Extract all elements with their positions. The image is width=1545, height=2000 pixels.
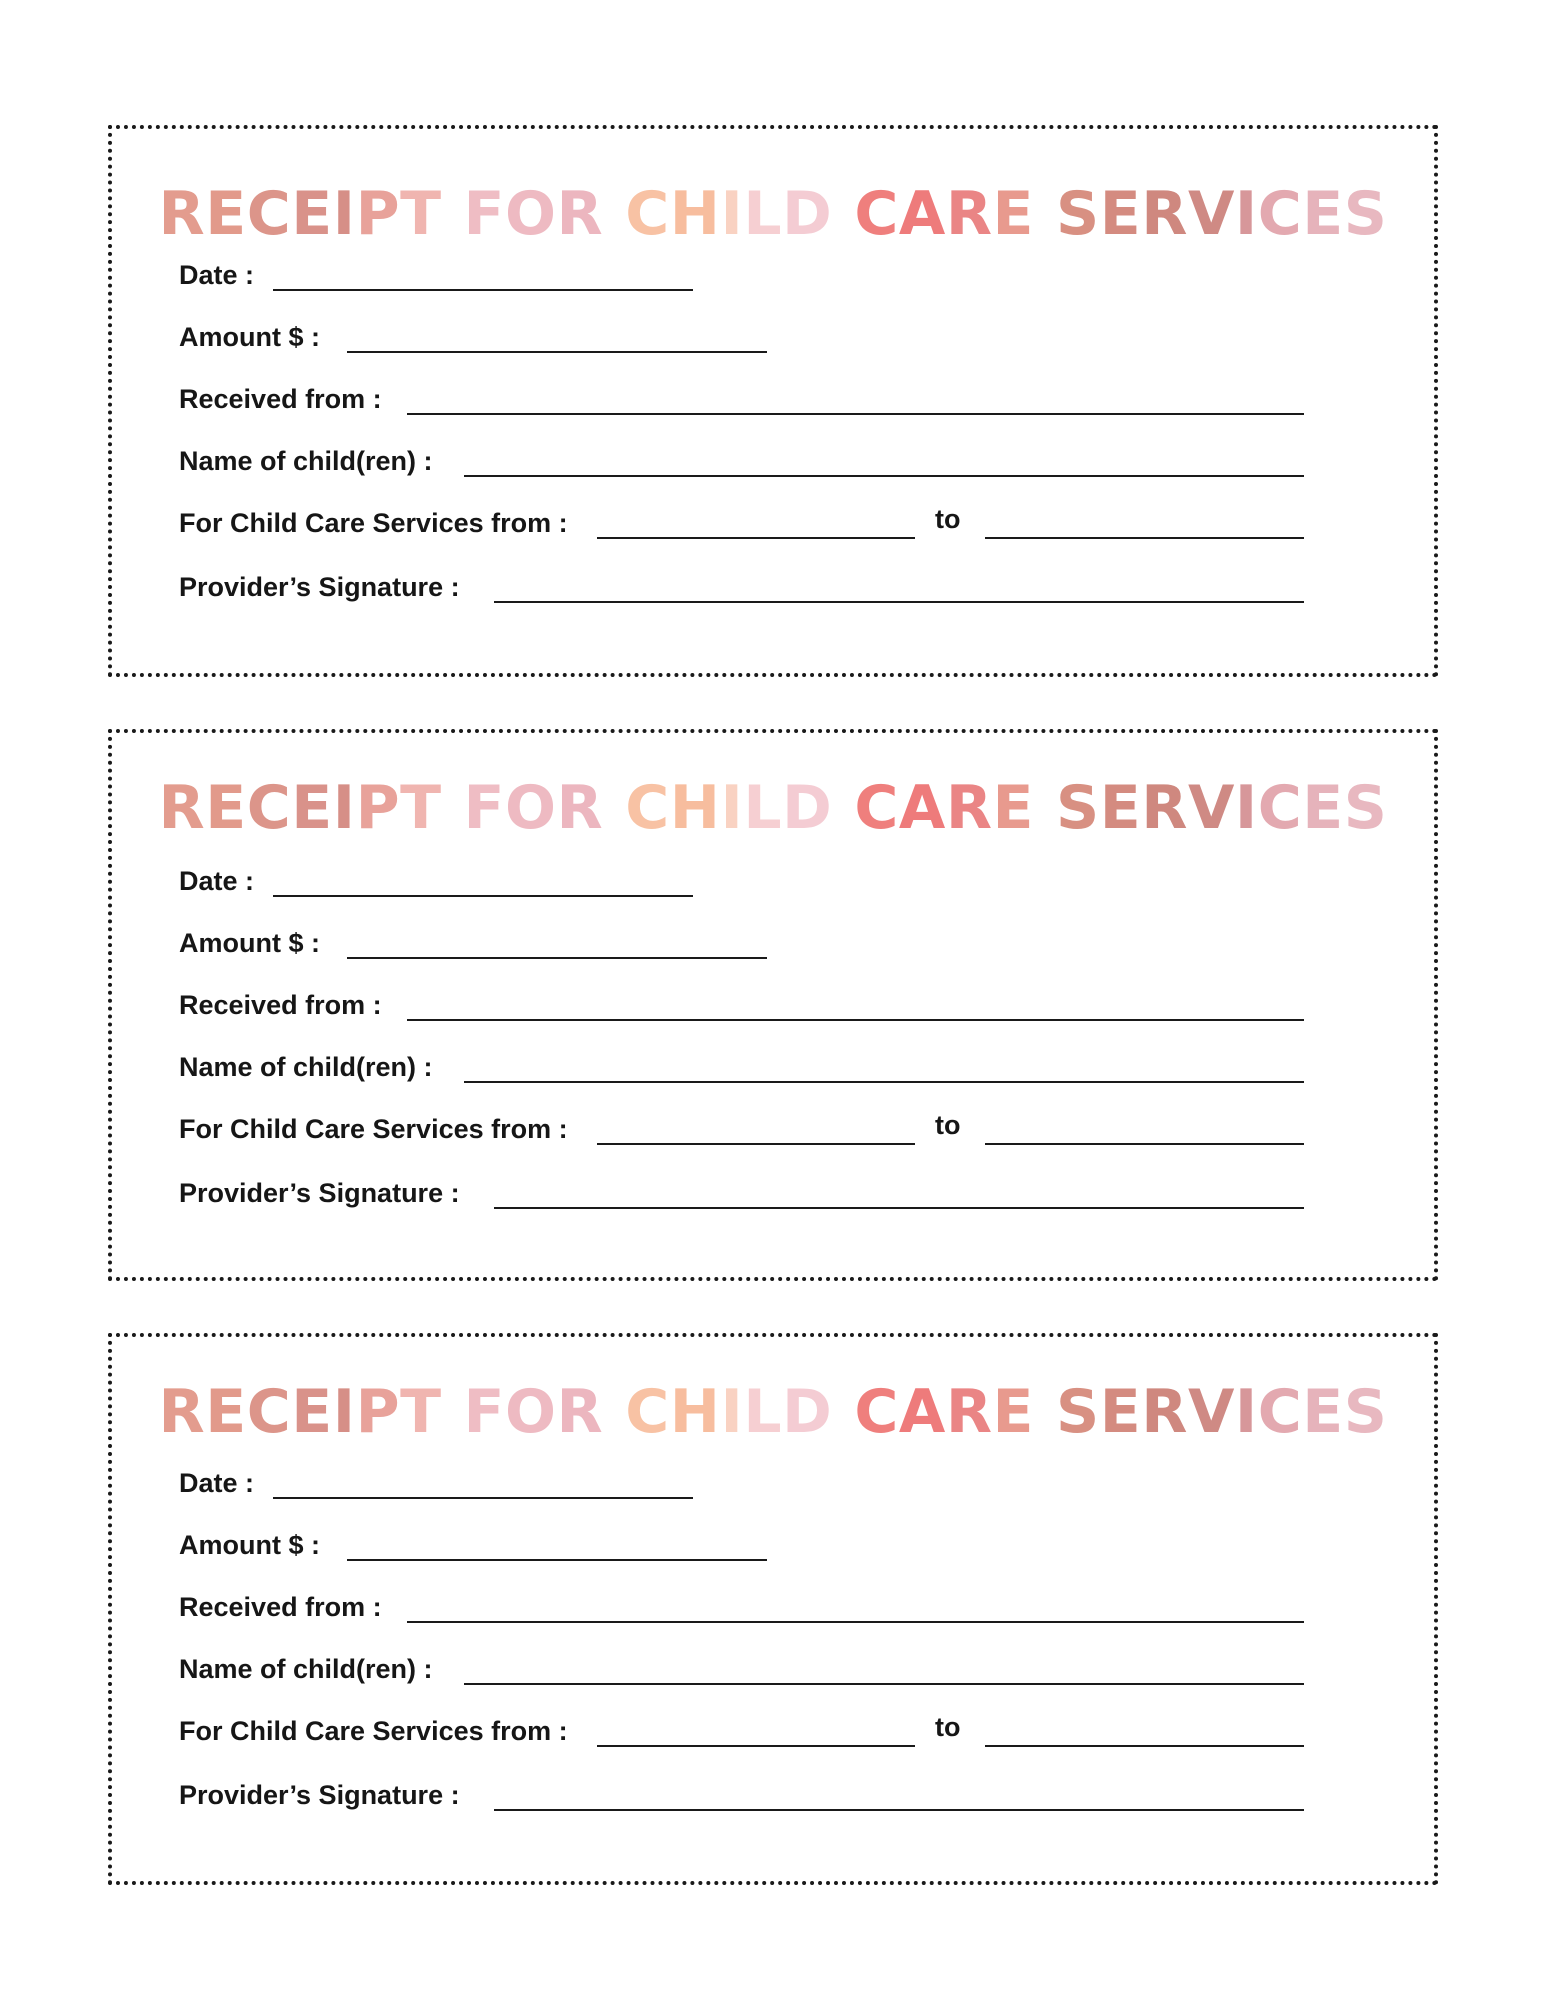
children-row xyxy=(179,1651,1379,1691)
date-row xyxy=(179,863,1379,903)
title-letter: E xyxy=(1302,179,1344,249)
title-letter: E xyxy=(1302,773,1344,843)
title-letter: C xyxy=(1257,179,1303,249)
title-word xyxy=(159,1377,442,1447)
signature-field[interactable] xyxy=(494,1809,1304,1811)
services-to-field[interactable] xyxy=(985,1745,1304,1747)
amount-field[interactable] xyxy=(347,957,767,959)
amount-row xyxy=(179,319,1379,359)
title-letter: H xyxy=(669,773,721,843)
title-letter: T xyxy=(400,773,442,843)
title-letter: D xyxy=(782,1377,833,1447)
services-to-field[interactable] xyxy=(985,1143,1304,1145)
services-from-field[interactable] xyxy=(597,1143,915,1145)
title-letter: C xyxy=(246,1377,292,1447)
title-letter: S xyxy=(1343,773,1388,843)
receipt-card xyxy=(108,1333,1438,1885)
title-letter: E xyxy=(1099,773,1142,843)
services-to-label: to xyxy=(935,1110,961,1140)
title-letter: E xyxy=(1099,1377,1142,1447)
title-letter: F xyxy=(463,179,505,249)
title-letter: P xyxy=(355,1377,401,1447)
title-letter: S xyxy=(1056,1377,1100,1447)
signature-row xyxy=(179,569,1379,609)
receipt-card xyxy=(108,729,1438,1281)
title-letter: E xyxy=(291,1377,333,1447)
signature-field[interactable] xyxy=(494,601,1304,603)
services-period-row xyxy=(179,1111,1379,1151)
title-letter: I xyxy=(332,179,356,249)
title-letter: I xyxy=(720,179,744,249)
title-letter: A xyxy=(898,1377,946,1447)
title-letter: C xyxy=(854,773,899,843)
signature-label: Provider’s Signature : xyxy=(179,1178,460,1208)
title-letter: E xyxy=(205,773,247,843)
signature-field[interactable] xyxy=(494,1207,1304,1209)
received-from-label: Received from : xyxy=(179,990,382,1020)
services-from-field[interactable] xyxy=(597,537,915,539)
signature-label: Provider’s Signature : xyxy=(179,1780,460,1810)
amount-field[interactable] xyxy=(347,1559,767,1561)
children-field[interactable] xyxy=(464,1081,1304,1083)
title-letter: I xyxy=(720,1377,744,1447)
title-letter: R xyxy=(1141,1377,1188,1447)
receipt-title xyxy=(112,1377,1434,1447)
date-label: Date : xyxy=(179,1468,255,1498)
services-to-field[interactable] xyxy=(985,537,1304,539)
title-letter: H xyxy=(669,1377,721,1447)
date-field[interactable] xyxy=(273,289,693,291)
title-word xyxy=(464,1377,604,1447)
title-letter: I xyxy=(332,1377,356,1447)
amount-label: Amount $ : xyxy=(179,1530,320,1560)
title-letter: C xyxy=(625,1377,670,1447)
received-from-label: Received from : xyxy=(179,384,382,414)
date-field[interactable] xyxy=(273,1497,693,1499)
received-from-field[interactable] xyxy=(407,1019,1304,1021)
title-letter: F xyxy=(463,1377,505,1447)
title-letter: L xyxy=(743,773,783,843)
title-letter: C xyxy=(854,179,899,249)
title-letter: R xyxy=(158,179,206,249)
title-letter: C xyxy=(854,1377,899,1447)
children-row xyxy=(179,1049,1379,1089)
date-field[interactable] xyxy=(273,895,693,897)
title-letter: R xyxy=(945,1377,993,1447)
received-from-row xyxy=(179,1589,1379,1629)
amount-field[interactable] xyxy=(347,351,767,353)
title-letter: E xyxy=(205,179,247,249)
title-word xyxy=(464,179,604,249)
title-letter: E xyxy=(992,773,1035,843)
title-letter: S xyxy=(1056,773,1100,843)
title-letter: O xyxy=(505,1377,557,1447)
title-word xyxy=(625,179,832,249)
services-period-row xyxy=(179,505,1379,545)
title-letter: F xyxy=(463,773,505,843)
title-letter: V xyxy=(1187,773,1235,843)
title-letter: E xyxy=(992,1377,1035,1447)
received-from-field[interactable] xyxy=(407,1621,1304,1623)
date-label: Date : xyxy=(179,866,255,896)
signature-label: Provider’s Signature : xyxy=(179,572,460,602)
amount-row xyxy=(179,925,1379,965)
title-letter: S xyxy=(1343,179,1388,249)
services-to-label: to xyxy=(935,1712,961,1742)
title-word xyxy=(625,1377,832,1447)
title-letter: C xyxy=(246,773,292,843)
title-letter: A xyxy=(898,773,946,843)
date-row xyxy=(179,1465,1379,1505)
amount-row xyxy=(179,1527,1379,1567)
services-from-label: For Child Care Services from : xyxy=(179,508,568,538)
title-letter: H xyxy=(669,179,721,249)
title-letter: E xyxy=(1099,179,1142,249)
receipt-title xyxy=(112,773,1434,843)
title-letter: E xyxy=(1302,1377,1344,1447)
receipt-title xyxy=(112,179,1434,249)
title-letter: C xyxy=(1257,773,1303,843)
title-letter: R xyxy=(945,773,993,843)
signature-row xyxy=(179,1777,1379,1817)
title-letter: I xyxy=(332,773,356,843)
title-letter: L xyxy=(743,1377,783,1447)
title-letter: I xyxy=(720,773,744,843)
date-label: Date : xyxy=(179,260,255,290)
title-word xyxy=(854,179,1034,249)
title-word xyxy=(1056,179,1387,249)
children-label: Name of child(ren) : xyxy=(179,1654,433,1684)
title-word xyxy=(625,773,832,843)
title-word xyxy=(1056,1377,1387,1447)
services-from-label: For Child Care Services from : xyxy=(179,1114,568,1144)
received-from-row xyxy=(179,987,1379,1027)
title-letter: C xyxy=(1257,1377,1303,1447)
signature-row xyxy=(179,1175,1379,1215)
title-word xyxy=(464,773,604,843)
title-letter: R xyxy=(556,179,604,249)
title-letter: S xyxy=(1343,1377,1388,1447)
title-letter: L xyxy=(743,179,783,249)
amount-label: Amount $ : xyxy=(179,928,320,958)
title-word xyxy=(159,179,442,249)
title-letter: T xyxy=(400,1377,442,1447)
title-letter: V xyxy=(1187,179,1235,249)
title-word xyxy=(1056,773,1387,843)
title-letter: P xyxy=(355,773,401,843)
received-from-label: Received from : xyxy=(179,1592,382,1622)
title-letter: E xyxy=(992,179,1035,249)
title-letter: V xyxy=(1187,1377,1235,1447)
date-row xyxy=(179,257,1379,297)
title-letter: R xyxy=(158,773,206,843)
title-letter: P xyxy=(355,179,401,249)
title-letter: I xyxy=(1234,773,1258,843)
services-from-field[interactable] xyxy=(597,1745,915,1747)
title-letter: R xyxy=(556,1377,604,1447)
title-letter: D xyxy=(782,773,833,843)
title-letter: C xyxy=(246,179,292,249)
title-letter: S xyxy=(1056,179,1100,249)
title-word xyxy=(854,773,1034,843)
title-letter: R xyxy=(556,773,604,843)
title-letter: E xyxy=(291,179,333,249)
services-period-row xyxy=(179,1713,1379,1753)
title-letter: C xyxy=(625,179,670,249)
title-letter: I xyxy=(1234,1377,1258,1447)
title-letter: O xyxy=(505,773,557,843)
title-letter: D xyxy=(782,179,833,249)
title-letter: O xyxy=(505,179,557,249)
title-letter: R xyxy=(1141,773,1188,843)
title-letter: R xyxy=(158,1377,206,1447)
services-to-label: to xyxy=(935,504,961,534)
title-letter: R xyxy=(945,179,993,249)
title-letter: I xyxy=(1234,179,1258,249)
title-letter: R xyxy=(1141,179,1188,249)
services-from-label: For Child Care Services from : xyxy=(179,1716,568,1746)
title-letter: C xyxy=(625,773,670,843)
receipt-card xyxy=(108,125,1438,677)
children-label: Name of child(ren) : xyxy=(179,446,433,476)
title-letter: E xyxy=(291,773,333,843)
received-from-row xyxy=(179,381,1379,421)
title-word xyxy=(159,773,442,843)
children-row xyxy=(179,443,1379,483)
children-label: Name of child(ren) : xyxy=(179,1052,433,1082)
children-field[interactable] xyxy=(464,1683,1304,1685)
title-word xyxy=(854,1377,1034,1447)
children-field[interactable] xyxy=(464,475,1304,477)
title-letter: E xyxy=(205,1377,247,1447)
title-letter: T xyxy=(400,179,442,249)
received-from-field[interactable] xyxy=(407,413,1304,415)
amount-label: Amount $ : xyxy=(179,322,320,352)
title-letter: A xyxy=(898,179,946,249)
